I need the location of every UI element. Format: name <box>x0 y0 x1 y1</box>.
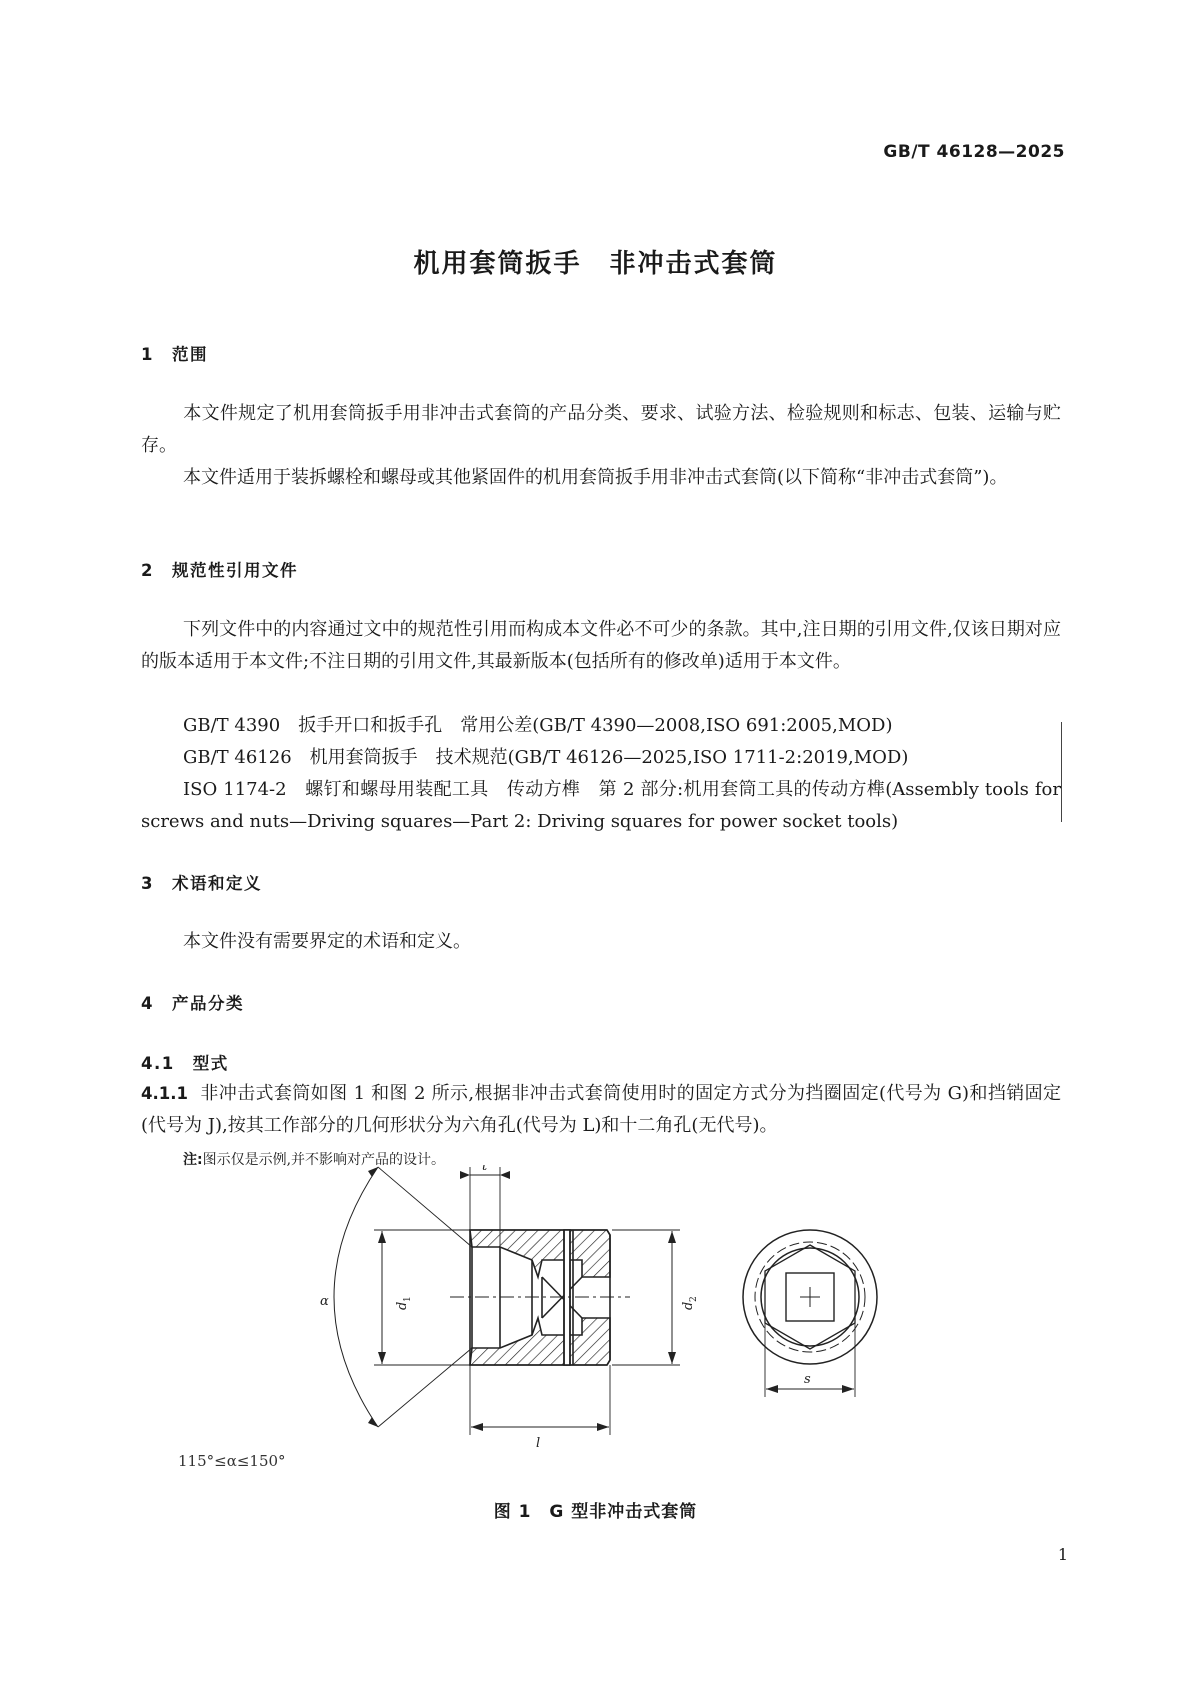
section-1-paragraph-1: 本文件规定了机用套筒扳手用非冲击式套筒的产品分类、要求、试验方法、检验规则和标志、包装、运输与贮存。 <box>141 403 1061 456</box>
figure-1-drawing <box>320 1165 900 1459</box>
figure-1-caption: 图 1 G 型非冲击式套筒 <box>493 1502 698 1522</box>
clause-4-1-1: 4.1.1 非冲击式套筒如图 1 和图 2 所示,根据非冲击式套筒使用时的固定方式分为挡圈固定(代号为 G)和挡销固定(代号为 J),按其工作部分的几何形状分为六角孔(代号为 L)和十二角孔(无代号)。 <box>141 1083 1061 1136</box>
svg-text:d: d <box>395 1301 410 1310</box>
label-d2 <box>681 1296 699 1310</box>
page-number: 1 <box>1057 1545 1068 1564</box>
dimension-arrows <box>368 1167 676 1431</box>
note-label: 注: <box>183 1152 203 1168</box>
side-view <box>334 1167 680 1435</box>
reference-iso-1174-2: ISO 1174-2 螺钉和螺母用装配工具 传动方榫 第 2 部分:机用套筒工具的传动方榫(Assembly tools for screws and nuts—Driving squares—Part 2: Driving squares for power socket tools) <box>141 779 1061 832</box>
section-4-heading: 4 产品分类 <box>141 994 244 1013</box>
svg-text:d: d <box>681 1301 696 1310</box>
label-alpha: α <box>320 1294 329 1309</box>
section-3-heading: 3 术语和定义 <box>141 874 262 893</box>
section-2-heading: 2 规范性引用文件 <box>141 561 298 580</box>
reference-gbt-46126: GB/T 46126 机用套筒扳手 技术规范(GB/T 46126—2025,ISO 1711-2:2019,MOD) <box>183 747 909 768</box>
section-3-paragraph-1: 本文件没有需要界定的术语和定义。 <box>183 931 471 952</box>
reference-gbt-4390: GB/T 4390 扳手开口和扳手孔 常用公差(GB/T 4390—2008,ISO 691:2005,MOD) <box>183 715 893 736</box>
section-1-heading: 1 范围 <box>141 345 208 364</box>
note-text: 图示仅是示例,并不影响对产品的设计。 <box>202 1152 446 1168</box>
section-1-paragraph-2: 本文件适用于装拆螺栓和螺母或其他紧固件的机用套筒扳手用非冲击式套筒(以下简称“非冲击式套筒”)。 <box>183 467 1008 488</box>
socket-drawing <box>320 1165 900 1455</box>
label-s: s <box>804 1372 811 1387</box>
document-title: 机用套筒扳手 非冲击式套筒 <box>413 249 778 279</box>
alpha-range-note: 115°≤α≤150° <box>178 1452 286 1470</box>
clause-number: 4.1.1 <box>141 1084 188 1103</box>
change-bar <box>1061 722 1062 822</box>
label-d1 <box>395 1296 413 1310</box>
label-l: l <box>536 1436 541 1451</box>
section-4-1-heading: 4.1 型式 <box>141 1054 229 1073</box>
label-t: t <box>482 1165 488 1174</box>
svg-text:1: 1 <box>403 1296 413 1302</box>
svg-text:2: 2 <box>689 1296 699 1302</box>
standard-code: GB/T 46128—2025 <box>883 142 1065 162</box>
section-2-paragraph-1: 下列文件中的内容通过文中的规范性引用而构成本文件必不可少的条款。其中,注日期的引用文件,仅该日期对应的版本适用于本文件;不注日期的引用文件,其最新版本(包括所有的修改单)适用于本文件。 <box>141 619 1061 672</box>
